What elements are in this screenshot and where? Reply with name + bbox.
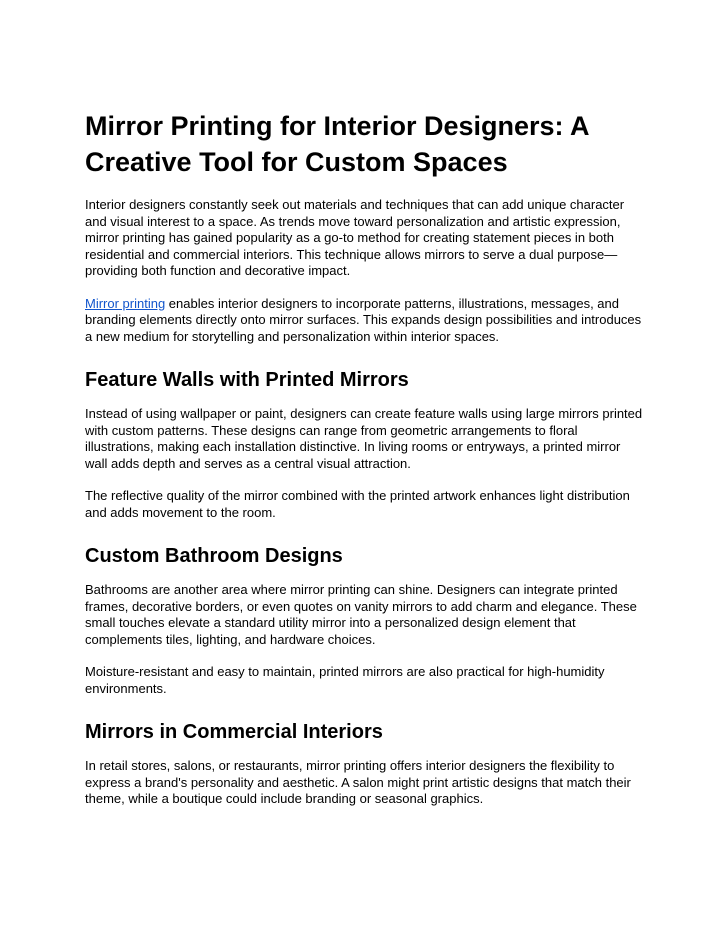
- article-title: Mirror Printing for Interior Designers: A Creative Tool for Custom Spaces: [85, 111, 589, 177]
- section-feature-walls: [85, 366, 645, 521]
- link-paragraph: [85, 296, 645, 346]
- section-heading: Feature Walls with Printed Mirrors: [85, 369, 409, 391]
- section-paragraph: The reflective quality of the mirror combined with the printed artwork enhances light distribution and adds movement to the room.: [85, 488, 630, 520]
- section-paragraph: Instead of using wallpaper or paint, designers can create feature walls using large mirrors printed with custom patterns. These designs can range from geometric arrangements to floral illustrations, making each installation distinctive. In living rooms or entryways, a printed mirror wall adds depth and serves as a central visual attraction.: [85, 406, 643, 471]
- section-paragraph: Bathrooms are another area where mirror printing can shine. Designers can integrate printed frames, decorative borders, or even quotes on vanity mirrors to add charm and elegance. These small touches elevate a standard utility mirror into a personalized design element that complements tiles, lighting, and hardware choices.: [85, 582, 637, 647]
- section-heading: Custom Bathroom Designs: [85, 545, 343, 567]
- section-heading: Mirrors in Commercial Interiors: [85, 721, 383, 743]
- section-bathroom-designs: [85, 542, 645, 697]
- section-paragraph: Moisture-resistant and easy to maintain, printed mirrors are also practical for high-humidity environments.: [85, 664, 605, 696]
- section-commercial-interiors: [85, 718, 645, 808]
- link-paragraph-text: enables interior designers to incorporate patterns, illustrations, messages, and branding elements directly onto mirror surfaces. This expands design possibilities and introduces a new medium for storytelling and personalization within interior spaces.: [85, 295, 642, 344]
- document-page: [85, 108, 645, 824]
- section-paragraph: In retail stores, salons, or restaurants, mirror printing offers interior designers the flexibility to express a brand's personality and aesthetic. A salon might print artistic designs that match their theme, while a boutique could include branding or seasonal graphics.: [85, 758, 631, 806]
- mirror-printing-link[interactable]: Mirror printing: [85, 295, 166, 311]
- intro-paragraph: Interior designers constantly seek out materials and techniques that can add unique character and visual interest to a space. As trends move toward personalization and artistic expression, mirror printing has gained popularity as a go-to method for creating statement pieces in both residential and commercial interiors. This technique allows mirrors to serve a dual purpose—providing both function and decorative impact.: [85, 197, 625, 278]
